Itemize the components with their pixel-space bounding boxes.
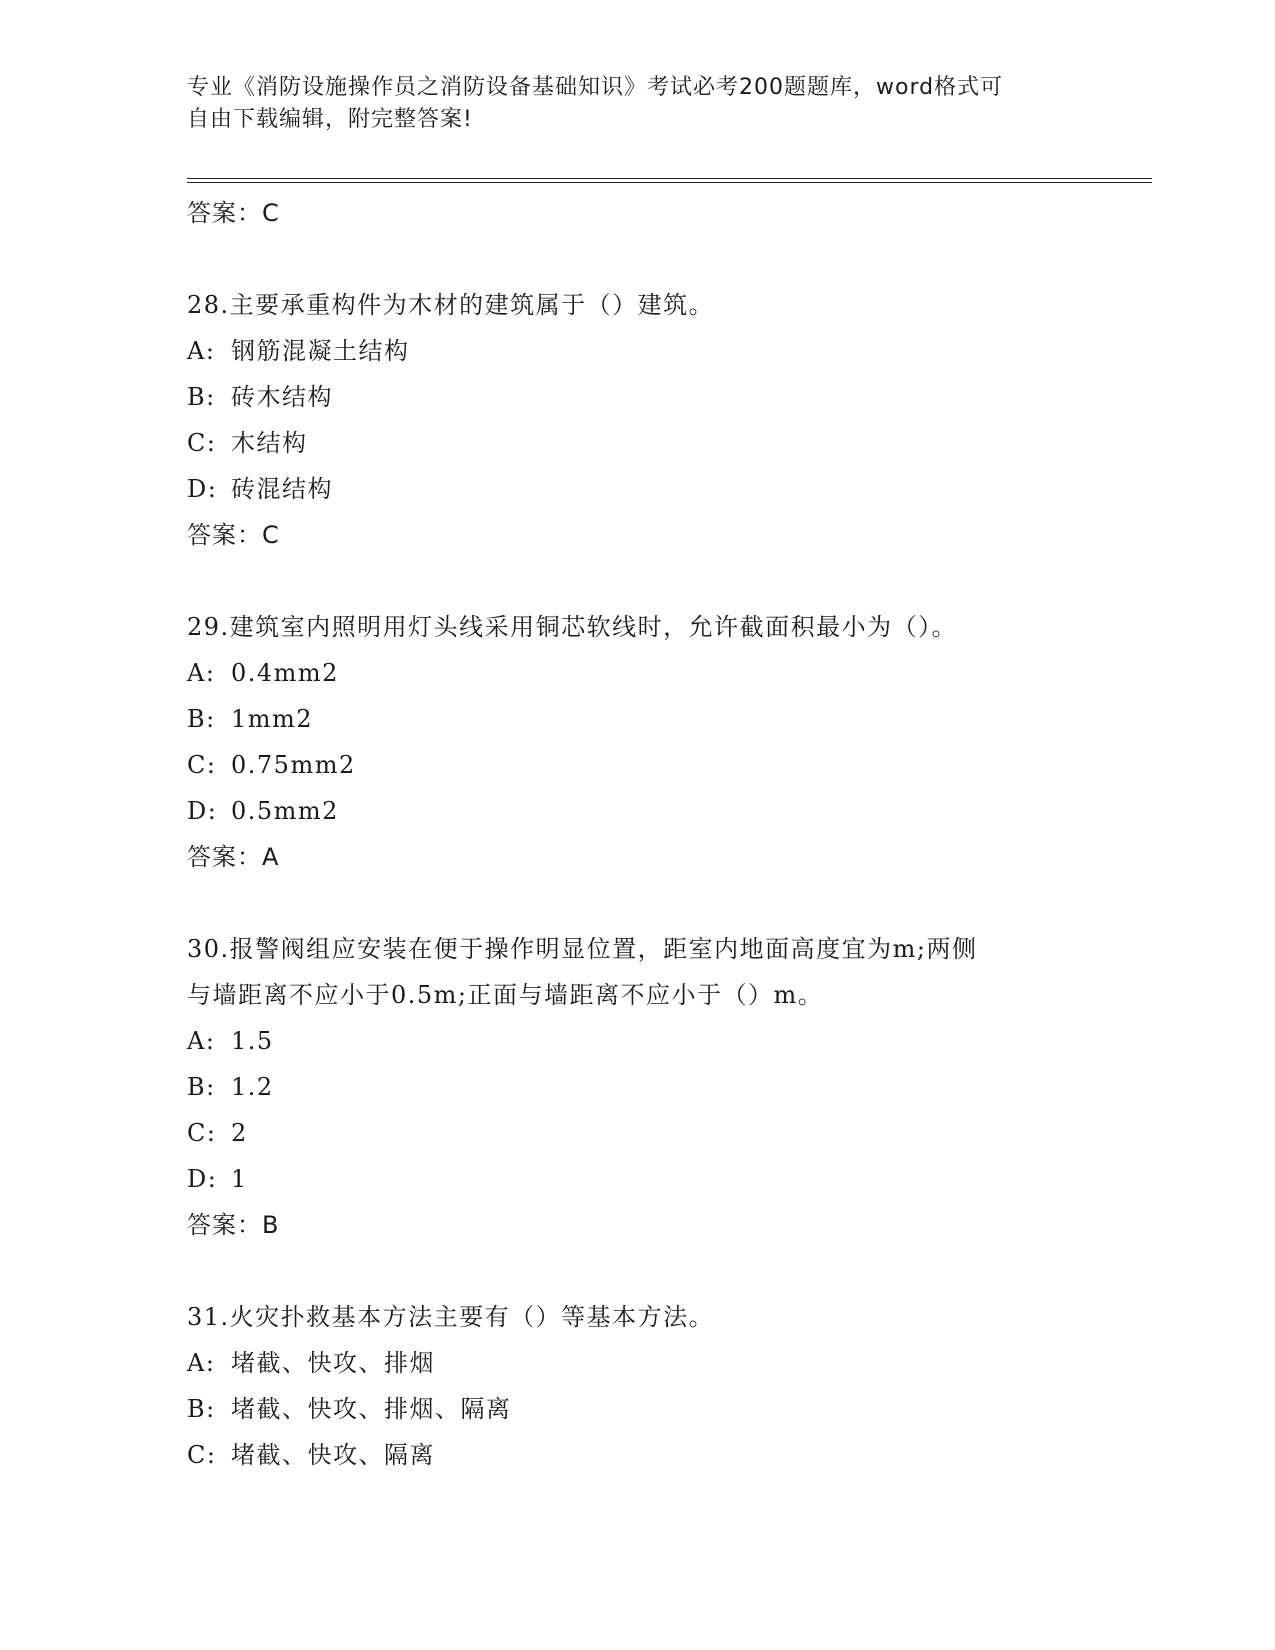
option-key: C: [187,1441,217,1469]
option-key: A: [187,1349,216,1377]
header-divider-top [187,178,1152,179]
answer-value: B [262,1211,280,1239]
question-stem-line-1: 30.报警阀组应安装在便于操作明显位置，距室内地面高度宜为m;两侧 [187,935,978,963]
answer-label: 答案： [187,843,262,871]
option-key: B: [187,1395,216,1423]
option-key: B: [187,705,216,733]
option-text: 2 [231,1119,248,1147]
header-line-1: 专业《消防设施操作员之消防设备基础知识》考试必考200题题库，word格式可 [187,75,1004,100]
option-text: 堵截、快攻、排烟 [231,1349,435,1377]
option-c [187,420,1117,466]
option-key: D: [187,797,218,825]
option-text: 0.5mm2 [231,797,339,825]
option-key: A: [187,659,216,687]
option-b [187,696,1117,742]
option-text: 1.2 [231,1073,274,1101]
question-stem-line-2: 与墙距离不应小于0.5m;正面与墙距离不应小于（）m。 [187,981,824,1009]
option-key: B: [187,383,216,411]
answer-line [187,190,1117,236]
answer-line [187,1202,1117,1248]
option-d [187,1156,1117,1202]
option-key: A: [187,337,216,365]
option-key: D: [187,1165,218,1193]
option-key: A: [187,1027,216,1055]
option-a [187,1018,1117,1064]
option-text: 0.75mm2 [231,751,356,779]
option-key: C: [187,751,217,779]
document-header [187,72,1087,136]
header-divider-bottom [187,182,1152,183]
option-text: 1 [231,1165,248,1193]
answer-label: 答案： [187,1211,262,1239]
answer-line [187,512,1117,558]
question-28 [187,282,1117,558]
answer-label: 答案： [187,521,262,549]
answer-value: A [262,843,280,871]
option-text: 0.4mm2 [231,659,339,687]
option-key: B: [187,1073,216,1101]
question-list [187,190,1117,1478]
answer-label: 答案： [187,199,262,227]
answer-value: C [262,199,280,227]
option-text: 1mm2 [231,705,314,733]
option-text: 砖混结构 [231,475,333,503]
option-a [187,1340,1117,1386]
option-key: C: [187,429,217,457]
option-d [187,788,1117,834]
question-30 [187,926,1117,1248]
answer-line [187,834,1117,880]
question-29 [187,604,1117,880]
question-stem: 31.火灾扑救基本方法主要有（）等基本方法。 [187,1303,715,1331]
question-stem: 28.主要承重构件为木材的建筑属于（）建筑。 [187,291,715,319]
question-31 [187,1294,1117,1478]
option-key: C: [187,1119,217,1147]
option-text: 砖木结构 [231,383,333,411]
option-text: 堵截、快攻、排烟、隔离 [231,1395,512,1423]
option-d [187,466,1117,512]
option-a [187,650,1117,696]
option-c [187,1432,1117,1478]
option-text: 1.5 [231,1027,274,1055]
option-a [187,328,1117,374]
option-text: 钢筋混凝土结构 [231,337,410,365]
answer-value: C [262,521,280,549]
option-key: D: [187,475,218,503]
option-b [187,1064,1117,1110]
option-text: 堵截、快攻、隔离 [231,1441,435,1469]
option-b [187,374,1117,420]
option-c [187,1110,1117,1156]
option-c [187,742,1117,788]
question-stem: 29.建筑室内照明用灯头线采用铜芯软线时，允许截面积最小为（）。 [187,613,958,641]
option-text: 木结构 [231,429,308,457]
option-b [187,1386,1117,1432]
header-line-2: 自由下载编辑，附完整答案! [187,107,473,132]
